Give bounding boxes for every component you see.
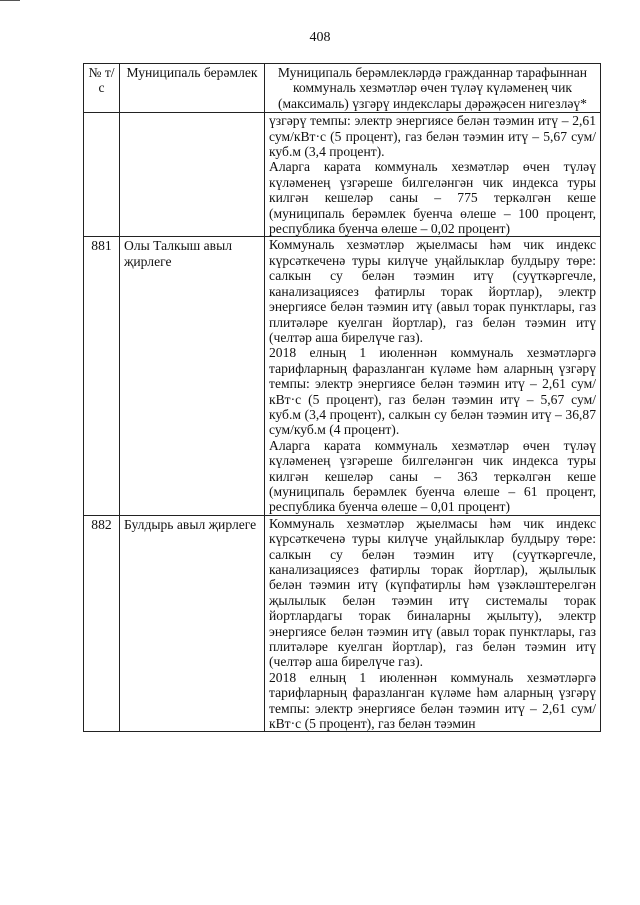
description-paragraph: Аларга карата коммуналь хезмәтләр өчен түләү күләменең үзгәреше билгеләнгән чик индекса туры килгән кешеләр саны – 363 теркәлгән кеше (муниципаль берәмлек буенча өлеше – 61 процент, республика буенча өлеше – 0,01 процент) — [269, 437, 596, 515]
municipality-name: Олы Талкыш авыл җирлеге — [120, 237, 265, 515]
header-number: № т/с — [84, 64, 120, 113]
table-row — [84, 237, 601, 515]
row-number: 881 — [84, 237, 120, 515]
row-number — [84, 113, 120, 237]
municipality-name: Булдырь авыл җирлеге — [120, 515, 265, 732]
header-description: Муниципаль берәмлекләрдә гражданнар тарафыннан коммуналь хезмәтләр өчен түләү күләменең чик (максималь) үзгәрү индекслары дәрәҗәсен нигезләү* — [265, 64, 601, 113]
description-cell — [265, 113, 601, 237]
table-row — [84, 515, 601, 732]
tariff-table — [83, 63, 601, 732]
description-paragraph: үзгәрү темпы: электр энергиясе белән тәэмин итү – 2,61 сум/кВт·с (5 процент), газ белән тәэмин итү – 5,67 сум/куб.м (3,4 процент). — [269, 113, 596, 160]
description-cell — [265, 515, 601, 732]
page-number: 408 — [309, 30, 331, 45]
description-paragraph: 2018 елның 1 июленнән коммуналь хезмәтләргә тарифларның фаразланган күләме һәм аларның үзгәрү темпы: электр энергиясе белән тәэмин итү – 2,61 сум/кВт·с (5 процент), газ белән тәэмин итү – 5,67 сум/куб.м (3,4 процент), салкын су белән тәэмин итү – 36,87 сум/куб.м (4 процент). — [269, 345, 596, 438]
row-number: 882 — [84, 515, 120, 732]
description-paragraph: 2018 елның 1 июленнән коммуналь хезмәтләргә тарифларның фаразланган күләме һәм аларның үзгәрү темпы: электр энергиясе белән тәэмин итү – 2,61 сум/кВт·с (5 процент), газ белән тәэмин — [269, 669, 596, 732]
header-municipality: Муниципаль берәмлек — [120, 64, 265, 113]
municipality-name — [120, 113, 265, 237]
description-paragraph: Коммуналь хезмәтләр җыелмасы һәм чик индекс күрсәткеченә туры килүче уңайлыклар булдыру төре: салкын су белән тәэмин итү (суүткәргечле, канализациясез фатирлы торак йортлар), электр энергиясе белән тәэмин итү (авыл торак пунктлары, газ плитәләре куелган йортлар), газ белән тәэмин итү (челтәр аша бирелүче газ). — [269, 237, 596, 345]
table-row — [84, 113, 601, 237]
table-header-row — [84, 64, 601, 113]
scan-edge-mark — [0, 0, 20, 1]
description-paragraph: Коммуналь хезмәтләр җыелмасы һәм чик индекс күрсәткеченә туры килүче уңайлыклар булдыру төре: салкын су белән тәэмин итү (суүткәргечле, канализациясез фатирлы торак йортлар), җылылык белән тәэмин итү (күпфатирлы һәм үзәкләштерелгән җылылык белән тәэмин итү системалы торак йортлардагы торак биналарны җылыту), электр энергиясе белән тәэмин итү (авыл торак пунктлары, газ плитәләре куелган йортлар), газ белән тәэмин итү (челтәр аша бирелүче газ). — [269, 515, 596, 670]
description-cell — [265, 237, 601, 515]
description-paragraph: Аларга карата коммуналь хезмәтләр өчен түләү күләменең үзгәреше билгеләнгән чик индекса туры килгән кешеләр саны – 775 теркәлгән кеше (муниципаль берәмлек буенча өлеше – 100 процент, республика буенча өлеше – 0,02 процент) — [269, 159, 596, 237]
